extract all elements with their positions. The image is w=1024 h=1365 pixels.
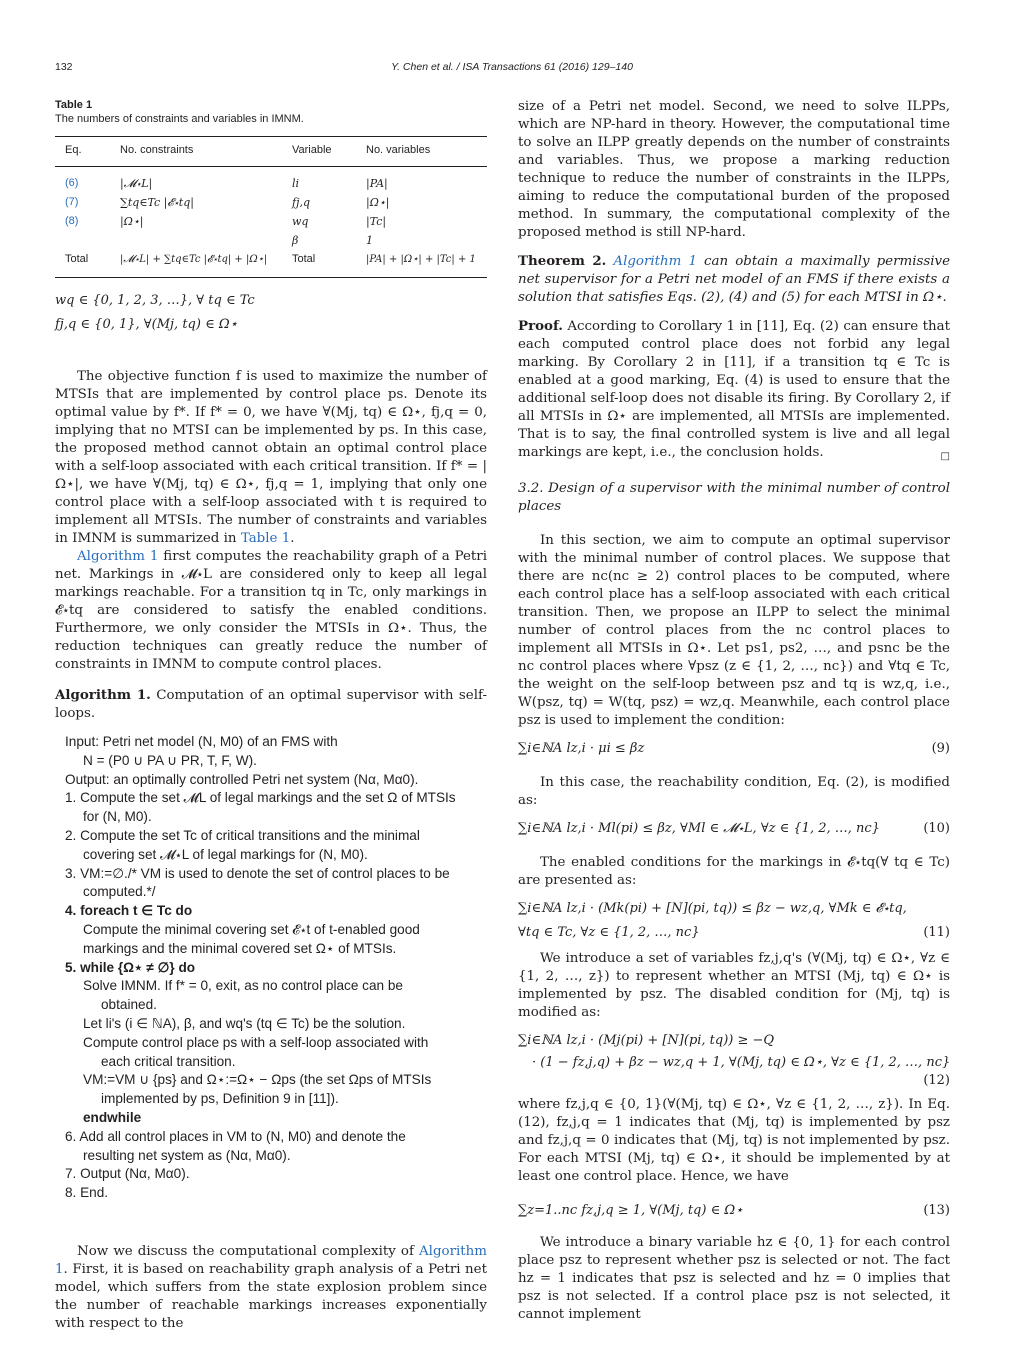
paragraph-text: . <box>290 531 295 546</box>
paragraph: We introduce a binary variable hz ∈ {0, 1} for each control place psz to represent whether psz is selected or not. The fact hz = 1 indicates that psz is selected and hz = 0 implies that psz is not selected. If a control place psz is not selected, it cannot implement <box>518 1235 950 1322</box>
proof-label: Proof. <box>518 318 563 334</box>
algorithm-line: markings and the minimal covered set Ω⋆ of MTSIs. <box>83 940 397 956</box>
table-link[interactable]: Table 1 <box>240 531 291 546</box>
table-cell <box>110 231 282 250</box>
algorithm-line: N = (P0 ∪ PA ∪ PR, T, F, W). <box>83 752 257 768</box>
section-heading: 3.2. Design of a supervisor with the minimal number of control places <box>518 481 950 514</box>
algorithm-label: Algorithm 1. <box>55 687 151 703</box>
table-cell: |𝓜⋆L| + ∑tq∈Tc |𝓔⋆tq| + |Ω⋆| <box>120 254 268 265</box>
equation-number: (13) <box>923 1203 950 1218</box>
algorithm-line: Compute control place ps with a self-loop associated with <box>83 1034 429 1050</box>
paragraph-text: The objective function f is used to maximize the number of MTSIs that are implemented by control place ps. Denote its optimal value by f*. If f* = 0, we have ∀(Mj, tq) ∈ Ω⋆, fj,q = 0, implying that no MTSI can be implemented by ps. In this case, the proposed method cannot obtain an optimal control place with a self-loop associated with each critical transition. If f* = |Ω⋆|, we have ∀(Mj, tq) ∈ Ω⋆, fj,q = 1, implying that only one control place with a self-loop associated with t is required to implement all MTSIs. The number of constraints and variables in IMNM is summarized in <box>55 369 487 546</box>
table-row <box>55 212 487 231</box>
table-row <box>55 231 487 250</box>
paragraph: In this case, the reachability condition, Eq. (2), is modified as: <box>518 775 950 808</box>
table-row <box>55 250 487 278</box>
table-header-row <box>55 137 487 167</box>
qed-symbol: □ <box>940 451 950 462</box>
equation-number: (9) <box>931 741 950 756</box>
table-header-cell: No. constraints <box>120 144 194 156</box>
table-cell: |Ω⋆| <box>120 215 144 228</box>
table-cell: |PA| + |Ω⋆| + |Tc| + 1 <box>366 254 476 265</box>
paragraph <box>55 1243 487 1333</box>
paragraph-text: first computes the reachability graph of a Petri net. Markings in 𝓜⋆L are considered only to keep all legal markings reachable. For a transition tq in Tc, only markings in 𝓔⋆tq are considered to satisfy the enabled conditions. Furthermore, we only consider the MTSIs in Ω⋆. Thus, the reduction techniques can greatly reduce the number of constraints in IMNM to compute control places. <box>55 549 487 672</box>
paragraph: where fz,j,q ∈ {0, 1}(∀(Mj, tq) ∈ Ω⋆, ∀z ∈ {1, 2, …, z}). In Eq. (12), fz,j,q = 1 indicates that (Mj, tq) is implemented by psz and fz,j,q = 0 indicates that (Mj, tq) is not implemented by psz. For each MTSI (Mj, tq) ∈ Ω⋆, it should be implemented by at least one control place. Hence, we have <box>518 1097 950 1184</box>
proof-text: According to Corollary 1 in [11], Eq. (2) can ensure that each computed control place does not forbid any legal marking. By Corollary 2 in [11], if a transition tq ∈ Tc is enabled at a good marking, Eq. (4) is used to ensure that the additional self-loop does not disable its firing. By Corollary 2, if all MTSIs in Ω⋆ are implemented, all MTSIs are implemented. That is to say, the final controlled system is live and all legal markings are kept, i.e., the conclusion holds. <box>518 319 950 460</box>
table-cell: |Tc| <box>366 215 387 228</box>
theorem-label: Theorem 2. <box>518 253 607 269</box>
equation-number: (12) <box>923 1073 950 1088</box>
table-header-cell: Variable <box>292 144 332 156</box>
paragraph-text: . First, it is based on reachability graph analysis of a Petri net model, which suffers from the state explosion problem since the number of reachable markings increases exponentially with respect to the <box>55 1261 487 1331</box>
paragraph: The enabled conditions for the markings in 𝓔⋆tq(∀ tq ∈ Tc) are presented as: <box>518 855 950 888</box>
equation-body: ∑i∈ℕA lz,i · Ml(pi) ≤ βz, ∀Ml ∈ 𝓜⋆L, ∀z ∈ {1, 2, …, nc} <box>518 821 880 836</box>
table-caption-text: The numbers of constraints and variables in IMNM. <box>55 113 304 125</box>
equation-body: ∑z=1..nc fz,j,q ≥ 1, ∀(Mj, tq) ∈ Ω⋆ <box>518 1203 744 1218</box>
algorithm-body <box>55 733 487 1203</box>
constraints-table <box>55 136 487 278</box>
table-cell: fj,q <box>292 196 311 209</box>
algorithm-line: Output: an optimally controlled Petri net system (Nα, Mα0). <box>65 771 419 787</box>
paragraph <box>55 548 487 674</box>
algorithm-line: 8. End. <box>65 1185 109 1201</box>
algorithm-line: Compute the minimal covering set 𝓔⋆t of t-enabled good <box>83 921 420 937</box>
table-caption <box>55 98 487 126</box>
right-column <box>518 98 950 1324</box>
paragraph-text: Now we discuss the computational complexity of <box>77 1243 420 1259</box>
proof <box>518 317 950 462</box>
algorithm-line: VM:=VM ∪ {ps} and Ω⋆:=Ω⋆ − Ωps (the set Ωps of MTSIs <box>83 1072 432 1088</box>
equation-9 <box>518 734 950 770</box>
algorithm-line: 4. foreach t ∈ Tc do <box>65 903 193 919</box>
table-label: Table 1 <box>55 99 93 111</box>
table-cell: |𝓜⋆L| <box>120 177 153 190</box>
algorithm-line: each critical transition. <box>101 1053 236 1069</box>
theorem <box>518 252 950 307</box>
equation-f: fj,q ∈ {0, 1}, ∀(Mj, tq) ∈ Ω⋆ <box>55 317 238 332</box>
algorithm-link[interactable]: Algorithm 1 <box>613 254 697 269</box>
equation-12 <box>518 1026 950 1092</box>
algorithm-line: 5. while {Ω⋆ ≠ ∅} do <box>65 959 196 975</box>
table-cell: Total <box>65 253 89 265</box>
table-cell[interactable]: (8) <box>65 215 79 227</box>
equation-body: · (1 − fz,j,q) + βz − wz,q + 1, ∀(Mj, tq) ∈ Ω⋆, ∀z ∈ {1, 2, …, nc} <box>532 1055 951 1070</box>
equation-11 <box>518 894 950 946</box>
equation-w: wq ∈ {0, 1, 2, 3, …}, ∀ tq ∈ Tc <box>55 293 255 308</box>
equation-body: ∀tq ∈ Tc, ∀z ∈ {1, 2, …, nc} <box>518 925 700 940</box>
algorithm-line: obtained. <box>101 997 157 1013</box>
table-cell: |PA| <box>366 177 388 190</box>
running-title: Y. Chen et al. / ISA Transactions 61 (2016) 129–140 <box>391 61 633 73</box>
table-row <box>55 193 487 212</box>
paragraph: size of a Petri net model. Second, we need to solve ILPPs, which are NP-hard in theory. However, the computational time to solve an ILPP greatly depends on the number of constraints and variables. Thus, we propose a marking reduction technique to reduce the number of constraints in the ILPPs, aiming to reduce the computational burden of the proposed method. In summary, the computational complexity of the proposed method is still NP-hard. <box>518 99 950 240</box>
algorithm-line: Input: Petri net model (N, M0) of an FMS with <box>65 734 338 749</box>
algorithm-line: endwhile <box>83 1109 142 1125</box>
algorithm-line: 1. Compute the set 𝓜L of legal markings and the set Ω of MTSIs <box>65 790 456 806</box>
equation-10 <box>518 814 950 850</box>
table-cell: li <box>292 177 300 190</box>
equation-body: ∑i∈ℕA lz,i · (Mk(pi) + [N](pi, tq)) ≤ βz − wz,q, ∀Mk ∈ 𝓔⋆tq, <box>518 901 907 916</box>
algorithm-line: 7. Output (Nα, Mα0). <box>65 1166 190 1182</box>
paragraph: We introduce a set of variables fz,j,q's (∀(Mj, tq) ∈ Ω⋆, ∀z ∈ {1, 2, …, z}) to represent whether an MTSI (Mj, tq) ∈ Ω⋆ is implemented by psz. The disabled condition for (Mj, tq) is modified as: <box>518 951 950 1020</box>
algorithm-line: implemented by ps, Definition 9 in [11]). <box>101 1091 339 1107</box>
algorithm-line: 3. VM:=∅./* VM is used to denote the set of control places to be <box>65 865 450 881</box>
theorem-text: can obtain a maximally permissive net supervisor for a Petri net model of an FMS if there exists a solution that satisfies Eqs. (2), (4) and (5) for each MTSI in Ω⋆. <box>518 254 950 305</box>
algorithm-line: covering set 𝓜⋆L of legal markings for (N, M0). <box>83 846 368 862</box>
algorithm-line: Solve IMNM. If f* = 0, exit, as no control place can be <box>83 978 403 994</box>
table-header-cell: No. variables <box>366 144 431 156</box>
algorithm-line: 6. Add all control places in VM to (N, M0) and denote the <box>65 1128 406 1144</box>
algorithm-title: Computation of an optimal supervisor with self-loops. <box>55 688 487 721</box>
algorithm-line: computed.*/ <box>83 884 156 900</box>
page-number: 132 <box>55 61 73 73</box>
paragraph: In this section, we aim to compute an optimal supervisor with the minimal number of control places. We suppose that there are nc(nc ≥ 2) control places to be computed, where each control place has a self-loop associated with each critical transition. Then, we propose an ILPP to select the minimal number of control places from the nc control places to implement all MTSIs in Ω⋆. Let ps1, ps2, …, and psnc be the nc control places where ∀psz (z ∈ {1, 2, …, nc}) and ∀tq ∈ Tc, the weight on the self-loop between psz and tq is wz,q, i.e., W(psz, tq) = W(tq, psz) = wz,q. Meanwhile, each control place psz is used to implement the condition: <box>518 533 950 728</box>
equation-number: (11) <box>923 925 950 940</box>
table-cell: 1 <box>366 234 373 247</box>
table-cell: wq <box>292 215 309 228</box>
algorithm-link[interactable]: Algorithm 1 <box>77 549 159 564</box>
algorithm-heading <box>55 686 487 723</box>
algorithm-link[interactable]: Algorithm 1 <box>55 1243 487 1277</box>
table-cell[interactable]: (7) <box>65 196 79 208</box>
table-cell: β <box>292 234 299 247</box>
equation-number: (10) <box>923 821 950 836</box>
table-header-cell: Eq. <box>65 144 82 156</box>
table-cell: ∑tq∈Tc |𝓔⋆tq| <box>120 196 194 209</box>
table-cell: Total <box>292 253 316 265</box>
table-cell: |Ω⋆| <box>366 196 390 209</box>
algorithm-line: for (N, M0). <box>83 809 152 825</box>
algorithm-line: Let li's (i ∈ ℕA), β, and wq's (tq ∈ Tc) be the solution. <box>83 1015 406 1031</box>
algorithm-line: resulting net system as (Nα, Mα0). <box>83 1147 291 1163</box>
table-cell <box>55 231 110 250</box>
equation-body: ∑i∈ℕA lz,i · μi ≤ βz <box>518 741 645 756</box>
equation-13 <box>518 1190 950 1230</box>
table-row <box>55 167 487 194</box>
equation-body: ∑i∈ℕA lz,i · (Mj(pi) + [N](pi, tq)) ≥ −Q <box>518 1033 775 1048</box>
table-cell[interactable]: (6) <box>65 177 79 189</box>
algorithm-line: 2. Compute the set Tc of critical transitions and the minimal <box>65 827 420 843</box>
paragraph <box>55 368 487 548</box>
left-column <box>55 98 487 1333</box>
